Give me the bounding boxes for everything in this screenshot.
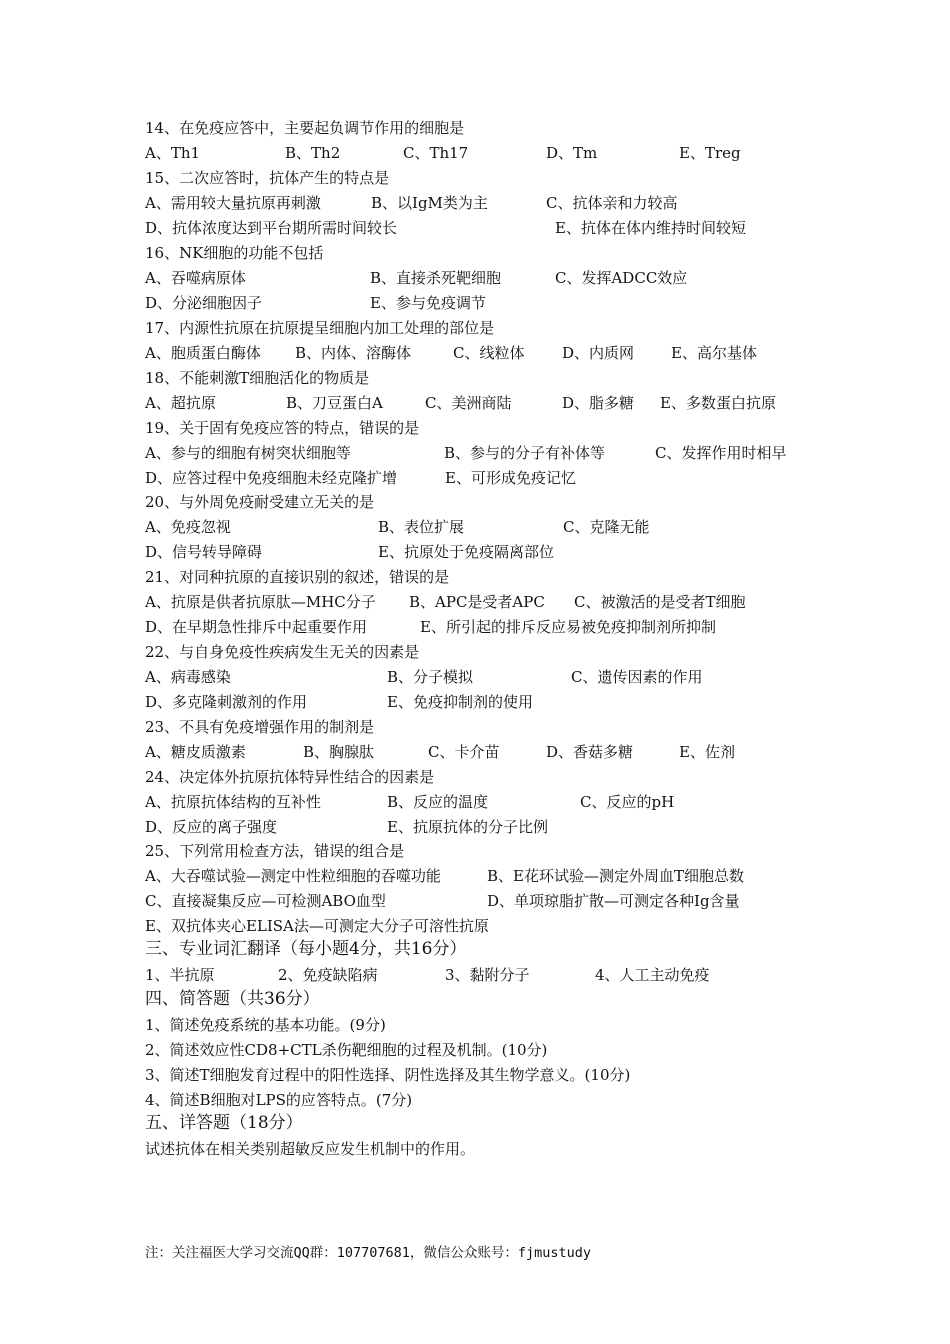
question-stem: 17、内源性抗原在抗原提呈细胞内加工处理的部位是 [145, 319, 495, 337]
option-d: D、在早期急性排斥中起重要作用 [145, 618, 368, 636]
question-21-stem-row [0, 566, 950, 591]
option-e: E、抗原处于免疫隔离部位 [378, 543, 554, 561]
question-stem: 19、关于固有免疫应答的特点，错误的是 [145, 419, 420, 437]
footer-note: 注：关注福医大学习交流QQ群：107707681，微信公众账号：fjmustudy [145, 1245, 592, 1261]
option-b: B、Th2 [285, 144, 341, 162]
question-20-options-1 [0, 516, 950, 541]
term-item: 4、人工主动免疫 [595, 966, 710, 984]
option-b: B、参与的分子有补体等 [444, 444, 606, 462]
question-23-options [0, 741, 950, 766]
option-a: A、超抗原 [145, 394, 216, 412]
question-stem: 15、二次应答时，抗体产生的特点是 [145, 169, 390, 187]
option-a: A、需用较大量抗原再刺激 [145, 194, 321, 212]
question-stem: 14、在免疫应答中，主要起负调节作用的细胞是 [145, 119, 465, 137]
section-5-title: 五、详答题（18分） [145, 1113, 303, 1133]
option-d: D、内质网 [562, 344, 635, 362]
option-e: E、可形成免疫记忆 [445, 469, 576, 487]
option-a: A、病毒感染 [145, 668, 231, 686]
option-c: C、发挥作用时相早 [655, 444, 787, 462]
option-e: E、免疫抑制剂的使用 [387, 693, 533, 711]
question-stem: 25、下列常用检查方法，错误的组合是 [145, 842, 405, 860]
option-a: A、抗原抗体结构的互补性 [145, 793, 321, 811]
question-14-stem-row [0, 117, 950, 142]
question-15-options-1 [0, 192, 950, 217]
option-c: C、抗体亲和力较高 [546, 194, 678, 212]
option-b: B、分子模拟 [387, 668, 474, 686]
option-b: B、反应的温度 [387, 793, 489, 811]
option-d: D、Tm [546, 144, 598, 162]
option-c: C、直接凝集反应—可检测ABO血型 [145, 892, 386, 910]
question-stem: 22、与自身免疫性疾病发生无关的因素是 [145, 643, 420, 661]
question-17-stem-row [0, 317, 950, 342]
option-b: B、直接杀死靶细胞 [370, 269, 502, 287]
question-stem: 18、不能刺激T细胞活化的物质是 [145, 369, 370, 387]
option-c: C、发挥ADCC效应 [555, 269, 688, 287]
question-20-options-2 [0, 541, 950, 566]
option-c: C、反应的pH [580, 793, 675, 811]
option-c: C、Th17 [403, 144, 469, 162]
option-b: B、表位扩展 [378, 518, 465, 536]
question-stem: 21、对同种抗原的直接识别的叙述，错误的是 [145, 568, 450, 586]
option-a: A、抗原是供者抗原肽—MHC分子 [145, 593, 376, 611]
short-answer-question: 2、简述效应性CD8+CTL杀伤靶细胞的过程及机制。(10分) [145, 1041, 548, 1059]
question-stem: 23、不具有免疫增强作用的制剂是 [145, 718, 375, 736]
short-answer-question: 4、简述B细胞对LPS的应答特点。(7分) [145, 1091, 413, 1109]
option-e: E、高尔基体 [671, 344, 757, 362]
option-d: D、分泌细胞因子 [145, 294, 263, 312]
question-25-options-3 [0, 915, 950, 940]
term-item: 2、免疫缺陷病 [278, 966, 378, 984]
question-16-stem-row [0, 242, 950, 267]
short-answer-question: 1、简述免疫系统的基本功能。(9分) [145, 1016, 386, 1034]
question-21-options-2 [0, 616, 950, 641]
option-c: C、美洲商陆 [425, 394, 512, 412]
option-a: A、吞噬病原体 [145, 269, 246, 287]
option-c: C、克隆无能 [563, 518, 650, 536]
option-a: A、大吞噬试验—测定中性粒细胞的吞噬功能 [145, 867, 441, 885]
option-d: D、反应的离子强度 [145, 818, 278, 836]
section-3-items [0, 964, 950, 989]
option-c: C、遗传因素的作用 [571, 668, 703, 686]
question-stem: 20、与外周免疫耐受建立无关的是 [145, 493, 375, 511]
question-24-options-2 [0, 816, 950, 841]
question-15-stem-row [0, 167, 950, 192]
option-b: B、刀豆蛋白A [286, 394, 383, 412]
question-20-stem-row [0, 491, 950, 516]
term-item: 1、半抗原 [145, 966, 215, 984]
option-d: D、应答过程中免疫细胞未经克隆扩增 [145, 469, 398, 487]
option-d: D、多克隆刺激剂的作用 [145, 693, 308, 711]
option-b: B、以IgM类为主 [371, 194, 488, 212]
question-17-options [0, 342, 950, 367]
question-22-options-2 [0, 691, 950, 716]
essay-question: 试述抗体在相关类别超敏反应发生机制中的作用。 [145, 1140, 476, 1158]
option-a: A、胞质蛋白酶体 [145, 344, 261, 362]
question-14-options [0, 142, 950, 167]
option-a: A、参与的细胞有树突状细胞等 [145, 444, 351, 462]
option-d: D、香菇多糖 [546, 743, 634, 761]
option-e: E、双抗体夹心ELISA法—可测定大分子可溶性抗原 [145, 917, 489, 935]
question-15-options-2 [0, 217, 950, 242]
option-d: D、抗体浓度达到平台期所需时间较长 [145, 219, 398, 237]
question-18-options [0, 392, 950, 417]
question-19-options-1 [0, 442, 950, 467]
section-3-title: 三、专业词汇翻译（每小题4分，共16分） [145, 939, 467, 959]
short-answer-row [0, 1014, 950, 1039]
question-22-stem-row [0, 641, 950, 666]
question-24-options-1 [0, 791, 950, 816]
question-22-options-1 [0, 666, 950, 691]
short-answer-row [0, 1039, 950, 1064]
option-e: E、多数蛋白抗原 [660, 394, 776, 412]
option-c: C、被激活的是受者T细胞 [574, 593, 746, 611]
question-stem: 16、NK细胞的功能不包括 [145, 244, 324, 262]
option-e: E、Treg [679, 144, 741, 162]
question-19-stem-row [0, 417, 950, 442]
option-d: D、信号转导障碍 [145, 543, 263, 561]
option-a: A、Th1 [145, 144, 201, 162]
question-25-options-1 [0, 865, 950, 890]
short-answer-row [0, 1064, 950, 1089]
section-4-title: 四、简答题（共36分） [145, 989, 320, 1009]
option-c: C、线粒体 [453, 344, 525, 362]
option-e: E、抗体在体内维持时间较短 [555, 219, 746, 237]
question-16-options-2 [0, 292, 950, 317]
question-25-stem-row [0, 840, 950, 865]
question-19-options-2 [0, 467, 950, 492]
option-a: A、糖皮质激素 [145, 743, 246, 761]
option-d: D、脂多糖 [562, 394, 635, 412]
term-item: 3、黏附分子 [445, 966, 530, 984]
question-23-stem-row [0, 716, 950, 741]
option-d: D、单项琼脂扩散—可测定各种Ig含量 [487, 892, 740, 910]
question-24-stem-row [0, 766, 950, 791]
short-answer-question: 3、简述T细胞发育过程中的阳性选择、阴性选择及其生物学意义。(10分) [145, 1066, 631, 1084]
question-25-options-2 [0, 890, 950, 915]
question-stem: 24、决定体外抗原抗体特异性结合的因素是 [145, 768, 435, 786]
option-a: A、免疫忽视 [145, 518, 231, 536]
short-answer-row [0, 1089, 950, 1114]
option-e: E、抗原抗体的分子比例 [387, 818, 548, 836]
option-c: C、卡介苗 [428, 743, 500, 761]
option-b: B、E花环试验—测定外周血T细胞总数 [487, 867, 744, 885]
question-21-options-1 [0, 591, 950, 616]
option-b: B、内体、溶酶体 [295, 344, 412, 362]
option-b: B、APC是受者APC [409, 593, 545, 611]
question-16-options-1 [0, 267, 950, 292]
essay-row [0, 1138, 950, 1163]
option-b: B、胸腺肽 [303, 743, 375, 761]
option-e: E、参与免疫调节 [370, 294, 486, 312]
question-18-stem-row [0, 367, 950, 392]
option-e: E、所引起的排斥反应易被免疫抑制剂所抑制 [420, 618, 716, 636]
option-e: E、佐剂 [679, 743, 735, 761]
